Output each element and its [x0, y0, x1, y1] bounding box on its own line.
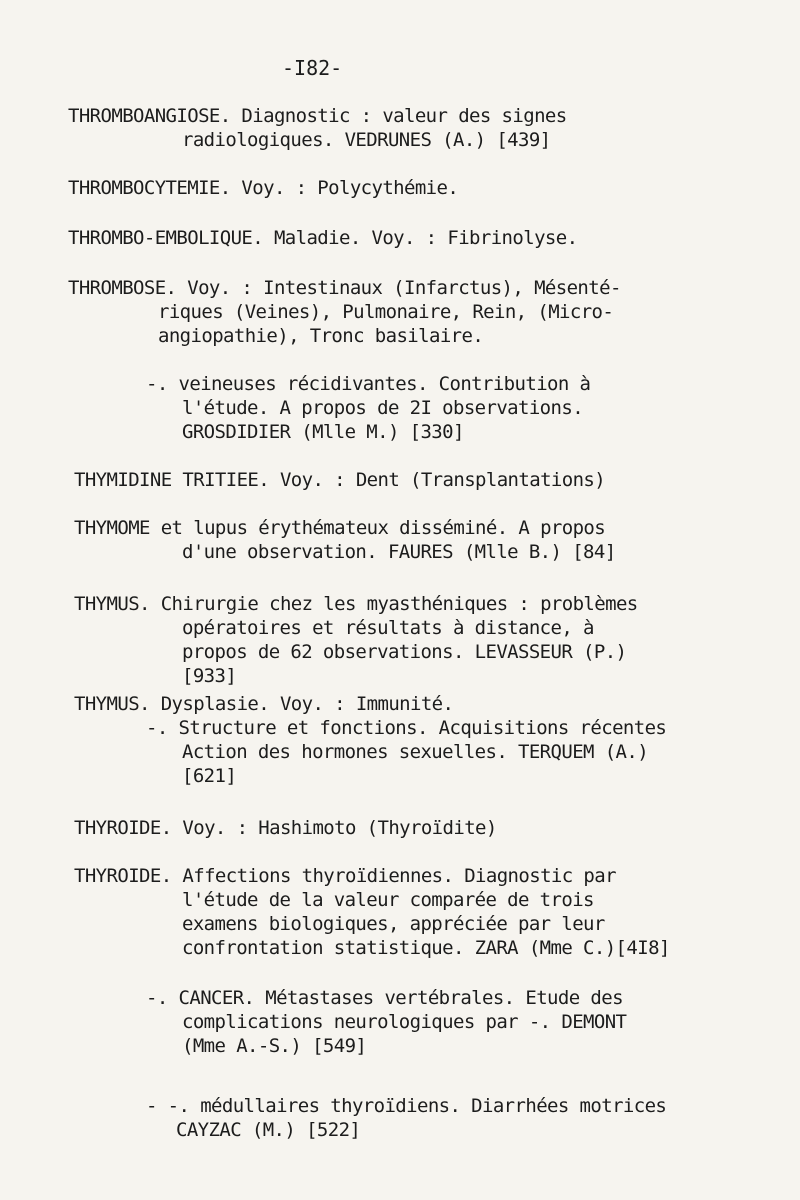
- entry-line: l'étude de la valeur comparée de trois: [182, 889, 594, 911]
- page-number: -I82-: [282, 56, 343, 80]
- entry-line: -. CANCER. Métastases vertébrales. Etude des: [146, 987, 623, 1009]
- entry-line: -. veineuses récidivantes. Contribution à: [146, 373, 591, 395]
- entry-line: Action des hormones sexuelles. TERQUEM (A.): [182, 741, 649, 763]
- entry-line: opératoires et résultats à distance, à: [182, 617, 594, 639]
- entry-line: THYMUS. Dysplasie. Voy. : Immunité.: [74, 693, 454, 715]
- entry-line: d'une observation. FAURES (Mlle B.) [84]: [182, 541, 616, 563]
- entry-line: THYROIDE. Affections thyroïdiennes. Diagnostic par: [74, 865, 616, 887]
- entry-line: - -. médullaires thyroïdiens. Diarrhées motrices: [146, 1095, 667, 1117]
- entry-line: THYMUS. Chirurgie chez les myasthéniques : problèmes: [74, 593, 638, 615]
- entry-line: [621]: [182, 765, 237, 787]
- entry-line: propos de 62 observations. LEVASSEUR (P.): [182, 641, 627, 663]
- entry-line: -. Structure et fonctions. Acquisitions récentes: [146, 717, 667, 739]
- entry-line: CAYZAC (M.) [522]: [176, 1119, 361, 1141]
- entry-line: l'étude. A propos de 2I observations.: [182, 397, 584, 419]
- entry-line: complications neurologiques par -. DEMONT: [182, 1011, 627, 1033]
- entry-line: THYROIDE. Voy. : Hashimoto (Thyroïdite): [74, 817, 497, 839]
- entry-line: GROSDIDIER (Mlle M.) [330]: [182, 421, 464, 443]
- entry-line: THYMOME et lupus érythémateux disséminé. A propos: [74, 517, 606, 539]
- entry-line: THROMBO-EMBOLIQUE. Maladie. Voy. : Fibrinolyse.: [68, 227, 578, 249]
- entry-line: riques (Veines), Pulmonaire, Rein, (Micro-: [158, 301, 614, 323]
- entry-line: THROMBOCYTEMIE. Voy. : Polycythémie.: [68, 177, 459, 199]
- entry-line: THYMIDINE TRITIEE. Voy. : Dent (Transplantations): [74, 469, 606, 491]
- entry-line: confrontation statistique. ZARA (Mme C.)[4I8]: [182, 937, 670, 959]
- entry-line: (Mme A.-S.) [549]: [182, 1035, 367, 1057]
- entry-line: THROMBOSE. Voy. : Intestinaux (Infarctus), Mésenté-: [68, 277, 621, 299]
- entry-line: examens biologiques, appréciée par leur: [182, 913, 605, 935]
- entry-line: [933]: [182, 665, 237, 687]
- entry-line: THROMBOANGIOSE. Diagnostic : valeur des signes: [68, 105, 567, 127]
- entry-line: angiopathie), Tronc basilaire.: [158, 325, 484, 347]
- entry-line: radiologiques. VEDRUNES (A.) [439]: [182, 129, 551, 151]
